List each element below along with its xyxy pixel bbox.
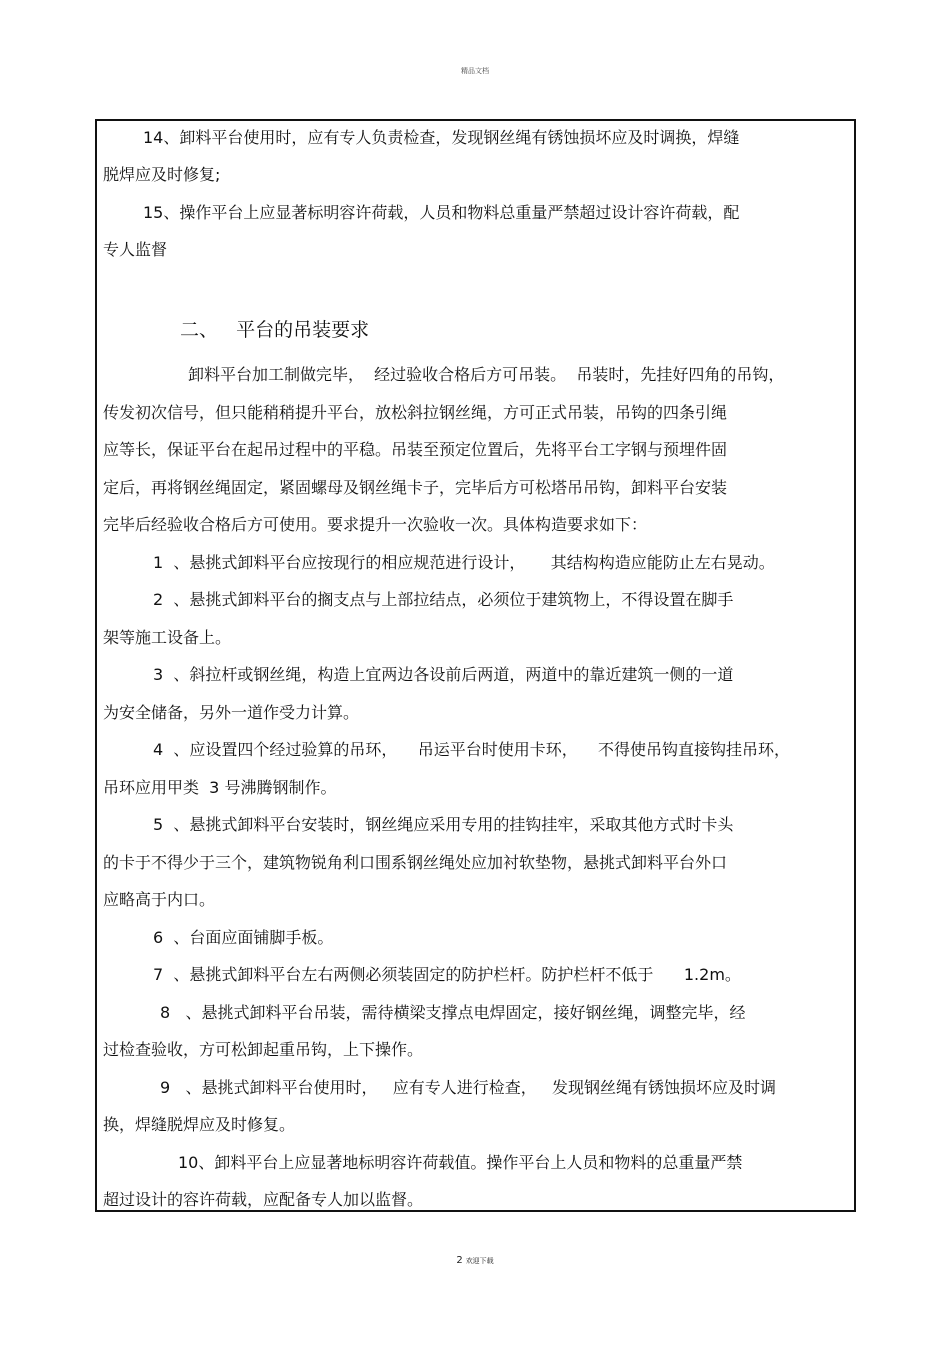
paragraph-line: 4 、应设置四个经过验算的吊环， 吊运平台时使用卡环， 不得使吊钩直接钩挂吊环， bbox=[153, 740, 791, 759]
paragraph-line: 卸料平台加工制做完毕， 经过验收合格后方可吊装。 吊装时，先挂好四角的吊钩， bbox=[188, 365, 785, 384]
footer-note: 欢迎下载 bbox=[465, 1257, 494, 1265]
paragraph-line: 过检查验收，方可松卸起重吊钩，上下操作。 bbox=[103, 1040, 424, 1059]
paragraph-line: 7 、悬挑式卸料平台左右两侧必须装固定的防护栏杆。防护栏杆不低于 1.2m。 bbox=[153, 965, 741, 984]
paragraph-line: 换，焊缝脱焊应及时修复。 bbox=[103, 1115, 296, 1134]
paragraph-line: 8 、悬挑式卸料平台吊装，需待横梁支撑点电焊固定，接好钢丝绳，调整完毕，经 bbox=[160, 1003, 746, 1022]
paragraph-line: 5 、悬挑式卸料平台安装时，钢丝绳应采用专用的挂钩挂牢，采取其他方式时卡头 bbox=[153, 815, 734, 834]
paragraph-line: 传发初次信号，但只能稍稍提升平台，放松斜拉钢丝绳，方可正式吊装，吊钩的四条引绳 bbox=[103, 403, 728, 422]
paragraph-line: 3 、斜拉杆或钢丝绳，构造上宜两边各设前后两道，两道中的靠近建筑一侧的一道 bbox=[153, 665, 734, 684]
page-number: 2 bbox=[456, 1255, 463, 1266]
page-footer bbox=[0, 1255, 950, 1266]
paragraph-line: 完毕后经验收合格后方可使用。要求提升一次验收一次。具体构造要求如下： bbox=[103, 515, 648, 534]
paragraph-line: 定后，再将钢丝绳固定，紧固螺母及钢丝绳卡子，完毕后方可松塔吊吊钩，卸料平台安装 bbox=[103, 478, 728, 497]
paragraph-line: 9 、悬挑式卸料平台使用时， 应有专人进行检查， 发现钢丝绳有锈蚀损坏应及时调 bbox=[160, 1078, 776, 1097]
paragraph-line: 的卡于不得少于三个，建筑物锐角利口围系钢丝绳处应加衬软垫物，悬挑式卸料平台外口 bbox=[103, 853, 728, 872]
paragraph-line: 脱焊应及时修复; bbox=[103, 165, 221, 184]
paragraph-line: 10、卸料平台上应显著地标明容许荷载值。操作平台上人员和物料的总重量严禁 bbox=[178, 1153, 743, 1172]
paragraph-line: 14、卸料平台使用时，应有专人负责检查，发现钢丝绳有锈蚀损坏应及时调换，焊缝 bbox=[143, 128, 740, 147]
paragraph-line: 超过设计的容许荷载，应配备专人加以监督。 bbox=[103, 1190, 424, 1209]
paragraph-line: 6 、台面应面铺脚手板。 bbox=[153, 928, 334, 947]
paragraph-line: 架等施工设备上。 bbox=[103, 628, 232, 647]
paragraph-line: 应略高于内口。 bbox=[103, 890, 216, 909]
page-header-tag: 精品文档 bbox=[461, 67, 489, 75]
paragraph-line: 15、操作平台上应显著标明容许荷载，人员和物料总重量严禁超过设计容许荷载，配 bbox=[143, 203, 740, 222]
paragraph-line: 2 、悬挑式卸料平台的搁支点与上部拉结点，必须位于建筑物上，不得设置在脚手 bbox=[153, 590, 734, 609]
paragraph-line: 专人监督 bbox=[103, 240, 168, 259]
paragraph-line: 为安全储备，另外一道作受力计算。 bbox=[103, 703, 360, 722]
section-heading: 二、 平台的吊装要求 bbox=[180, 319, 370, 341]
paragraph-line: 吊环应用甲类 3 号沸腾钢制作。 bbox=[103, 778, 337, 797]
paragraph-line: 应等长，保证平台在起吊过程中的平稳。吊装至预定位置后，先将平台工字钢与预埋件固 bbox=[103, 440, 728, 459]
paragraph-line: 1 、悬挑式卸料平台应按现行的相应规范进行设计， 其结构构造应能防止左右晃动。 bbox=[153, 553, 775, 572]
